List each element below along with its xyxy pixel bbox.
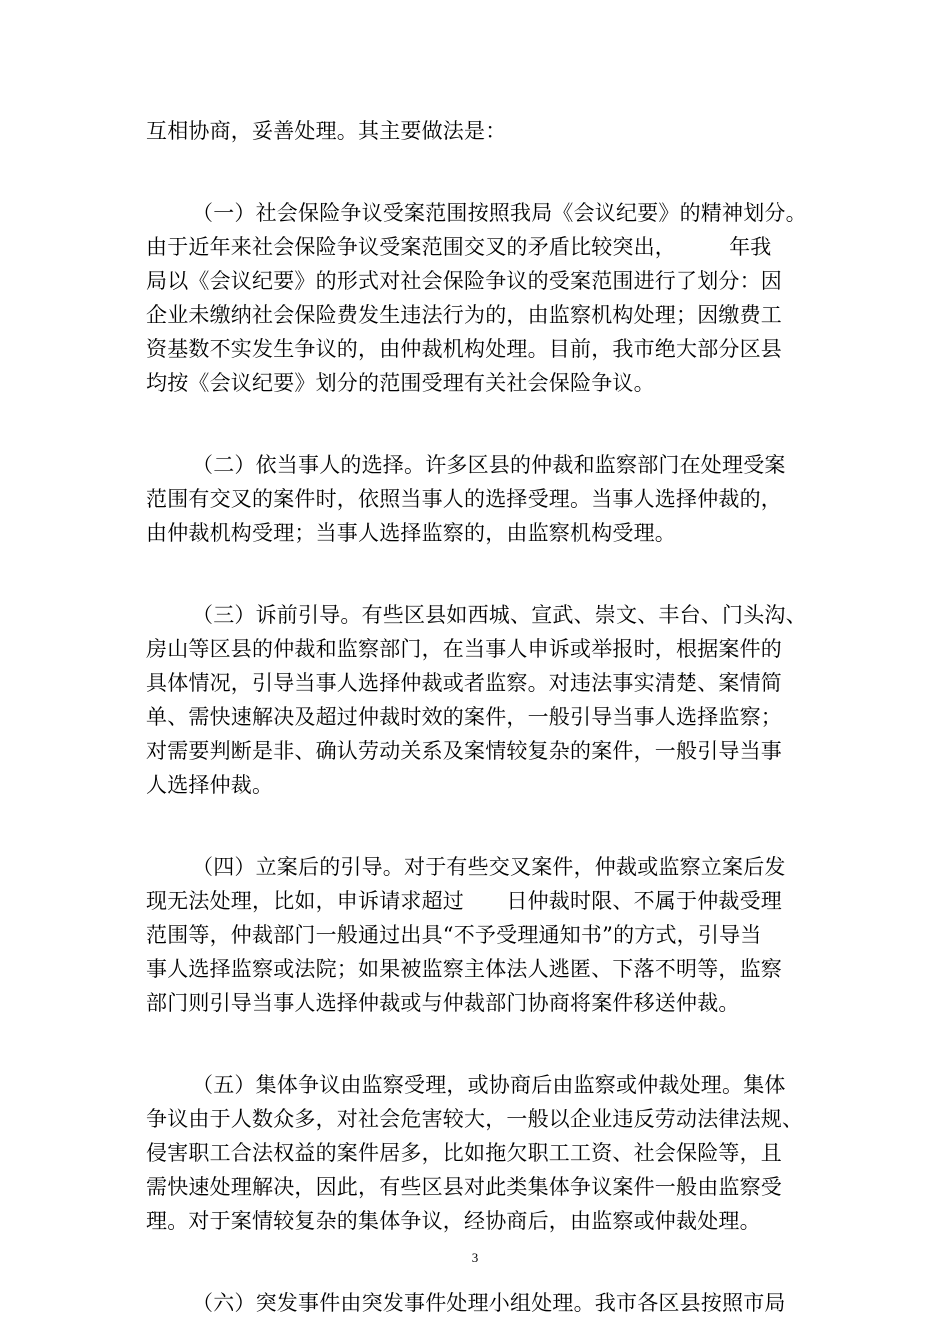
text-line: 均按《会议纪要》划分的范围受理有关社会保险争议。 <box>146 371 655 395</box>
text-line: （六）突发事件由突发事件处理小组处理。我市各区县按照市局 <box>192 1291 786 1315</box>
paragraph-3 <box>146 598 806 802</box>
text-line: 互相协商，妥善处理。其主要做法是： <box>146 119 507 143</box>
text-line: 范围等，仲裁部门一般通过出具“不予受理通知书”的方式，引导当 <box>146 923 762 947</box>
text-line: 事人选择监察或法院；如果被监察主体法人逃匿、下落不明等，监察 <box>146 957 782 981</box>
paragraph-1 <box>146 196 806 400</box>
paragraph-gap <box>146 550 806 598</box>
paragraph-gap <box>146 802 806 850</box>
text-line: 具体情况，引导当事人选择仲裁或者监察。对违法事实清楚、案情简 <box>146 671 782 695</box>
text-line: 范围有交叉的案件时，依照当事人的选择受理。当事人选择仲裁的， <box>146 487 782 511</box>
text-line: 争议由于人数众多，对社会危害较大，一般以企业违反劳动法律法规、 <box>146 1107 804 1131</box>
text-line: （四）立案后的引导。对于有些交叉案件，仲裁或监察立案后发 <box>192 855 786 879</box>
text-line: 需快速处理解决，因此，有些区县对此类集体争议案件一般由监察受 <box>146 1175 782 1199</box>
text-line: 对需要判断是非、确认劳动关系及案情较复杂的案件，一般引导当事 <box>146 739 782 763</box>
text-line: 理。对于案情较复杂的集体争议，经协商后，由监察或仲裁处理。 <box>146 1209 761 1233</box>
paragraph-2 <box>146 448 806 550</box>
paragraph-6 <box>146 1286 806 1320</box>
text-line: 房山等区县的仲裁和监察部门，在当事人申诉或举报时，根据案件的 <box>146 637 782 661</box>
text-line: （二）依当事人的选择。许多区县的仲裁和监察部门在处理受案 <box>192 453 786 477</box>
text-line: 由仲裁机构受理；当事人选择监察的，由监察机构受理。 <box>146 521 676 545</box>
text-line: 单、需快速解决及超过仲裁时效的案件，一般引导当事人选择监察； <box>146 705 782 729</box>
text-line: （三）诉前引导。有些区县如西城、宣武、崇文、丰台、门头沟、 <box>192 603 807 627</box>
text-line: 部门则引导当事人选择仲裁或与仲裁部门协商将案件移送仲裁。 <box>146 991 740 1015</box>
text-line: 现无法处理，比如，申诉请求超过 日仲裁时限、不属于仲裁受理 <box>146 889 782 913</box>
text-line: （五）集体争议由监察受理，或协商后由监察或仲裁处理。集体 <box>192 1073 786 1097</box>
paragraph-gap <box>146 400 806 448</box>
text-line: （一）社会保险争议受案范围按照我局《会议纪要》的精神划分。 <box>192 201 807 225</box>
text-line: 局以《会议纪要》的形式对社会保险争议的受案范围进行了划分：因 <box>146 269 782 293</box>
text-line: 人选择仲裁。 <box>146 773 274 797</box>
text-line: 企业未缴纳社会保险费发生违法行为的，由监察机构处理；因缴费工 <box>146 303 782 327</box>
page-number: 3 <box>471 1250 479 1265</box>
text-line: 资基数不实发生争议的，由仲裁机构处理。目前，我市绝大部分区县 <box>146 337 782 361</box>
text-line: 由于近年来社会保险争议受案范围交叉的矛盾比较突出， 年我 <box>146 235 772 259</box>
paragraph-4 <box>146 850 806 1020</box>
document-body <box>146 114 806 1320</box>
text-line: 侵害职工合法权益的案件居多，比如拖欠职工工资、社会保险等，且 <box>146 1141 782 1165</box>
paragraph-gap <box>146 1020 806 1068</box>
paragraph-intro <box>146 114 806 148</box>
paragraph-5 <box>146 1068 806 1238</box>
paragraph-gap <box>146 148 806 196</box>
